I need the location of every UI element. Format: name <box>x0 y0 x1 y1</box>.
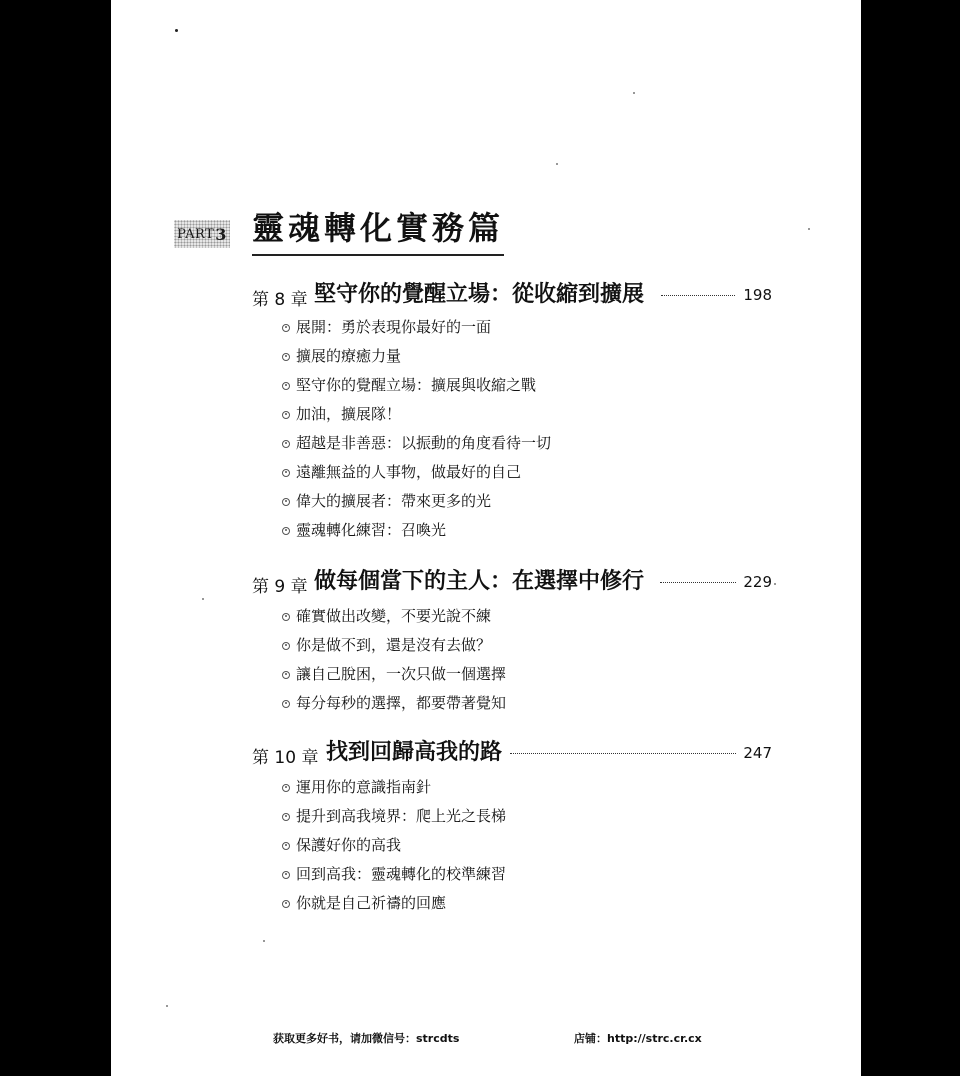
section-title: 靈魂轉化練習：召喚光 <box>296 521 447 539</box>
part-badge <box>174 220 230 248</box>
section-title: 超越是非善惡：以振動的角度看待一切 <box>296 434 552 452</box>
bullet-icon <box>282 671 290 679</box>
section-title: 確實做出改變，不要光說不練 <box>296 607 492 625</box>
section-title: 堅守你的覺醒立場：擴展與收縮之戰 <box>296 376 537 394</box>
list-item <box>282 371 551 400</box>
list-item <box>282 458 551 487</box>
list-item <box>282 831 506 860</box>
scan-speck <box>166 1005 168 1007</box>
list-item <box>282 429 551 458</box>
list-item <box>282 631 506 660</box>
scan-speck <box>202 598 204 600</box>
bullet-icon <box>282 871 290 879</box>
bullet-icon <box>282 842 290 850</box>
dotted-leader <box>660 582 736 583</box>
bullet-icon <box>282 784 290 792</box>
chapter-title: 堅守你的覺醒立場：從收縮到擴展 <box>314 281 645 307</box>
bullet-icon <box>282 469 290 477</box>
section-title: 提升到高我境界：爬上光之長梯 <box>296 807 507 825</box>
section-title: 擴展的療癒力量 <box>296 347 402 365</box>
scan-speck <box>774 583 776 585</box>
scan-speck <box>808 228 810 230</box>
list-item <box>282 313 551 342</box>
chapter-page-number: 229 <box>743 573 772 591</box>
footer-shop-text: 店铺：http://strc.cr.cx <box>574 1032 702 1045</box>
chapter-label: 第 9 章 <box>252 577 308 597</box>
chapter-page-number: 247 <box>743 744 772 762</box>
page-footer <box>111 1030 861 1050</box>
chapter-8-heading <box>252 280 772 310</box>
chapter-label: 第 10 章 <box>252 748 319 768</box>
part-badge-label: PART <box>177 226 215 242</box>
list-item <box>282 487 551 516</box>
chapter-page-number: 198 <box>743 286 772 304</box>
bullet-icon <box>282 642 290 650</box>
section-title: 回到高我：靈魂轉化的校準練習 <box>296 865 507 883</box>
part-title: 靈魂轉化實務篇 <box>252 208 504 256</box>
section-title: 偉大的擴展者：帶來更多的光 <box>296 492 492 510</box>
bullet-icon <box>282 700 290 708</box>
section-title: 遠離無益的人事物，做最好的自己 <box>296 463 522 481</box>
section-title: 每分每秒的選擇，都要帶著覺知 <box>296 694 507 712</box>
bullet-icon <box>282 498 290 506</box>
part-badge-number: 3 <box>215 224 227 244</box>
list-item <box>282 773 506 802</box>
bullet-icon <box>282 900 290 908</box>
section-title: 讓自己脫困，一次只做一個選擇 <box>296 665 507 683</box>
section-title: 加油，擴展隊！ <box>296 405 402 423</box>
book-page <box>111 0 861 1076</box>
bullet-icon <box>282 382 290 390</box>
scan-speck <box>263 940 265 942</box>
bullet-icon <box>282 411 290 419</box>
list-item <box>282 602 506 631</box>
list-item <box>282 860 506 889</box>
section-title: 運用你的意識指南針 <box>296 778 432 796</box>
footer-wechat-text: 获取更多好书，请加微信号：strcdts <box>273 1032 460 1045</box>
list-item <box>282 516 551 545</box>
bullet-icon <box>282 440 290 448</box>
chapter-title: 找到回歸高我的路 <box>326 739 503 765</box>
list-item <box>282 689 506 718</box>
bullet-icon <box>282 613 290 621</box>
bullet-icon <box>282 353 290 361</box>
chapter-label: 第 8 章 <box>252 290 308 310</box>
list-item <box>282 342 551 371</box>
list-item <box>282 660 506 689</box>
dotted-leader <box>510 753 736 754</box>
scan-speck <box>175 29 178 32</box>
bullet-icon <box>282 813 290 821</box>
chapter-9-heading <box>252 567 772 597</box>
dotted-leader <box>661 295 735 296</box>
scan-speck <box>633 92 635 94</box>
chapter-10-heading <box>252 738 772 768</box>
section-title: 保護好你的高我 <box>296 836 402 854</box>
chapter-9-sections <box>282 602 506 718</box>
list-item <box>282 400 551 429</box>
list-item <box>282 802 506 831</box>
bullet-icon <box>282 324 290 332</box>
chapter-8-sections <box>282 313 551 545</box>
section-title: 你是做不到，還是沒有去做？ <box>296 636 492 654</box>
scan-speck <box>556 163 558 165</box>
section-title: 你就是自己祈禱的回應 <box>296 894 447 912</box>
list-item <box>282 889 506 918</box>
bullet-icon <box>282 527 290 535</box>
section-title: 展開：勇於表現你最好的一面 <box>296 318 492 336</box>
chapter-title: 做每個當下的主人：在選擇中修行 <box>314 568 645 594</box>
chapter-10-sections <box>282 773 506 918</box>
